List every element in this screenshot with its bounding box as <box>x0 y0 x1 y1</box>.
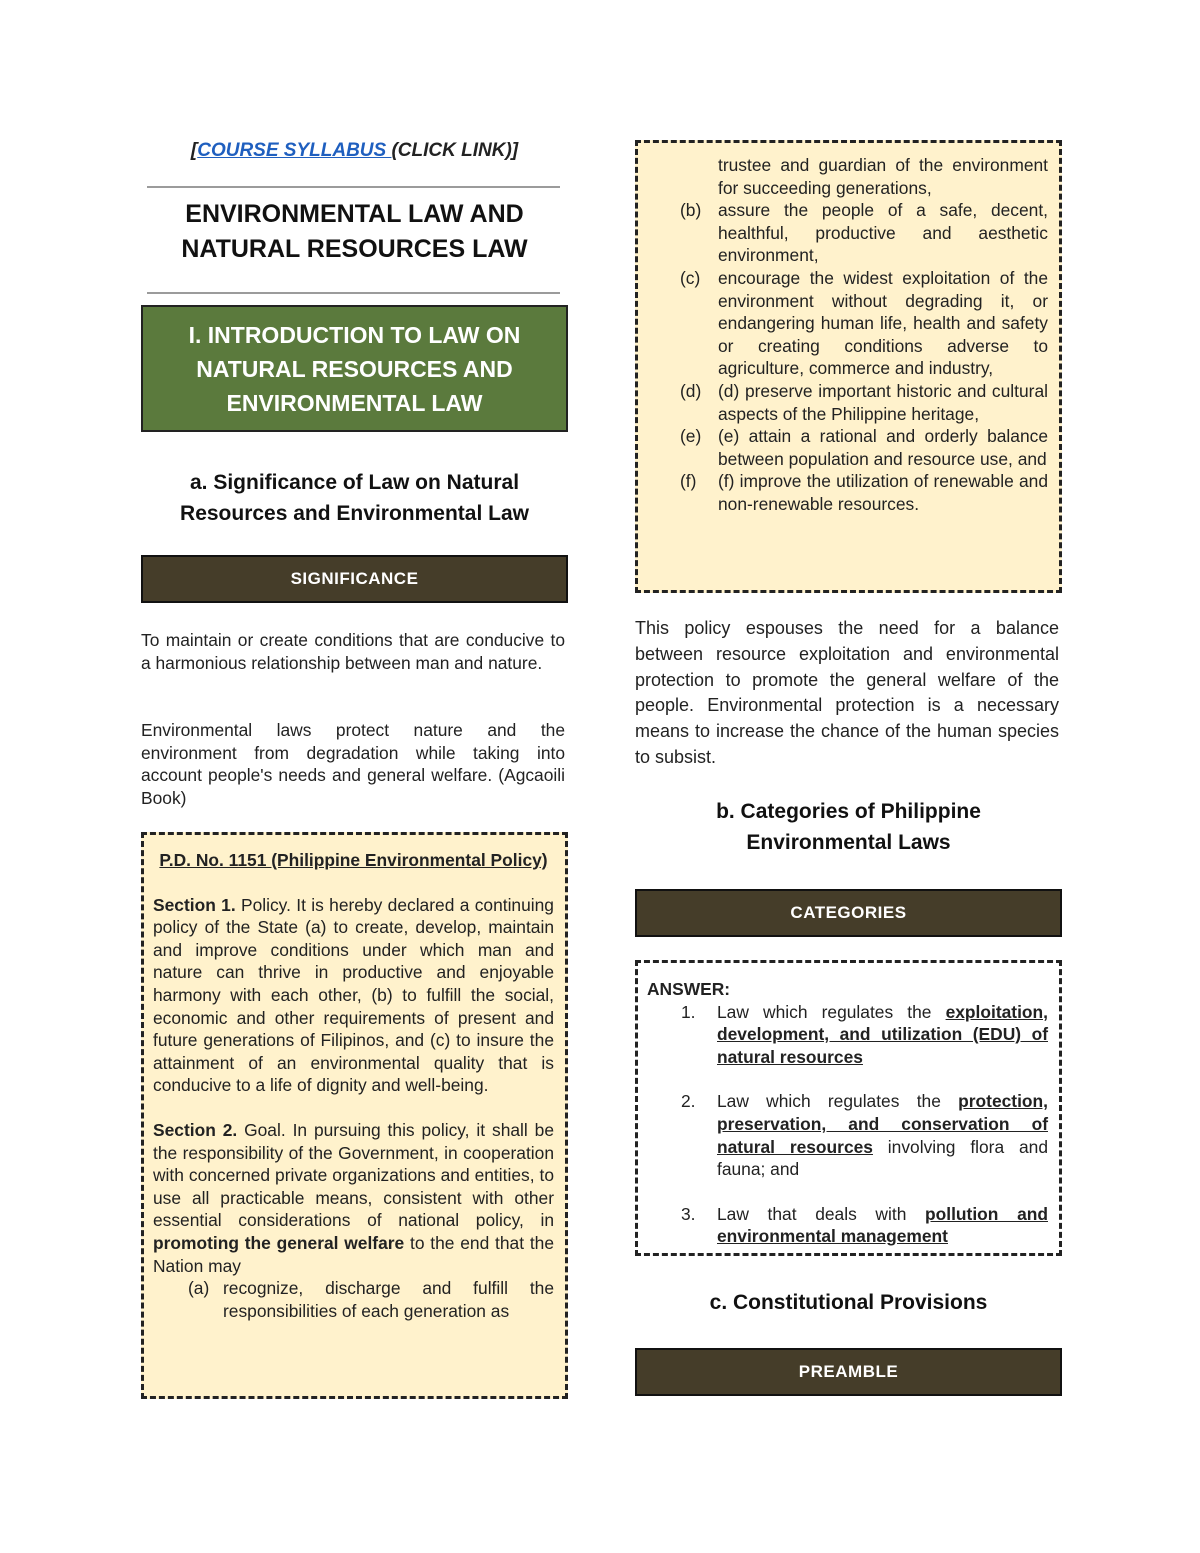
preamble-bar: PREAMBLE <box>635 1348 1062 1396</box>
item-mark: (c) <box>680 267 701 288</box>
divider-bottom <box>147 292 560 294</box>
click-link-text: (CLICK LINK)] <box>391 140 519 161</box>
list-item <box>680 380 1048 425</box>
item-text-pre: Law which regulates the <box>717 1091 959 1112</box>
item-mark: (f) <box>680 471 697 492</box>
section-2-bold: promoting the general welfare <box>153 1232 405 1253</box>
pd-1151-title: P.D. No. 1151 (Philippine Environmental Policy) <box>159 850 548 870</box>
item-text: encourage the widest exploitation of the environment without degrading it, or endangering human life, health and safety or creating conditions adverse to agriculture, commerce and industry, <box>718 267 1048 379</box>
item-text-post: involving flora and fauna; and <box>717 1136 1049 1180</box>
section-b-heading <box>635 796 1062 858</box>
section-a-line-2: Resources and Environmental Law <box>180 502 529 525</box>
answer-list <box>647 1001 1048 1248</box>
significance-paragraph-2: Environmental laws protect nature and the environment from degradation while taking into account people's needs and general welfare. (Agcaoili Book) <box>141 720 565 808</box>
pd-1151-box <box>141 832 568 1399</box>
significance-paragraph-1: To maintain or create conditions that are conducive to a harmonious relationship between man and nature. <box>141 630 565 673</box>
policy-paragraph: This policy espouses the need for a balance between resource exploitation and environmental protection to promote the general welfare of the people. Environmental protection is a necessary means to increase the chance of the human species to subsist. <box>635 618 1059 767</box>
item-text: recognize, discharge and fulfill the responsibilities of each generation as <box>223 1278 554 1321</box>
significance-bar: SIGNIFICANCE <box>141 555 568 603</box>
categories-bar: CATEGORIES <box>635 889 1062 937</box>
item-text-pre: Law which regulates the <box>717 1001 946 1022</box>
section-2-text-1: Goal. In pursuing this policy, it shall be the responsibility of the Government, in cooperation with concerned private organizations and entities, to use all practicable means, consistent with other essential considerations of national policy, in <box>153 1119 554 1231</box>
list-item <box>647 1090 1048 1180</box>
section-1-label: Section 1. <box>153 894 236 915</box>
title-line-1: ENVIRONMENTAL LAW AND <box>185 200 524 228</box>
item-mark: (e) <box>680 426 702 447</box>
section-1-text: Policy. It is hereby declared a continuing policy of the State (a) to create, develop, maintain and improve conditions under which man and nature can thrive in productive and enjoyable harmony with each other, (b) to fulfill the social, economic and other requirements of present and future generations of Filipinos, and (c) to insure the attainment of an environmental quality that is conducive to a life of dignity and well-being. <box>153 894 554 1096</box>
item-text <box>717 1203 1048 1248</box>
course-syllabus-link[interactable]: COURSE SYLLABUS <box>197 140 392 161</box>
item-text: (e) attain a rational and orderly balance between population and resource use, and <box>718 426 1048 469</box>
item-text-bold: exploitation, development, and utilization (EDU) of natural resources <box>717 1001 1048 1067</box>
section-a-line-1: a. Significance of Law on Natural <box>189 471 520 494</box>
item-text-bold: protection, preservation, and conservation of natural resources <box>717 1091 1048 1157</box>
item-number: 3. <box>681 1203 696 1224</box>
item-number: 2. <box>681 1091 696 1112</box>
answer-label: ANSWER: <box>647 979 731 999</box>
item-text <box>717 1090 1048 1180</box>
section-2-label: Section 2. <box>153 1119 238 1140</box>
title-line-2: NATURAL RESOURCES LAW <box>181 235 528 263</box>
section-b-line-1: b. Categories of Philippine <box>716 800 981 823</box>
item-text: assure the people of a safe, decent, healthful, productive and aesthetic environment, <box>718 200 1048 266</box>
list-item <box>647 1203 1048 1248</box>
bracket-open: [ <box>190 140 198 161</box>
item-mark: (d) <box>680 380 702 401</box>
item-text: (d) preserve important historic and cultural aspects of the Philippine heritage, <box>718 380 1048 424</box>
list-item <box>647 1001 1048 1069</box>
list-item <box>680 470 1048 515</box>
list-item <box>680 199 1048 267</box>
section-2-paragraph <box>153 1119 554 1277</box>
intro-line-2: NATURAL RESOURCES AND <box>196 355 513 382</box>
item-text <box>717 1001 1048 1069</box>
intro-line-1: I. INTRODUCTION TO LAW ON <box>188 321 521 348</box>
section-1-paragraph <box>153 894 554 1097</box>
section-c-heading: c. Constitutional Provisions <box>709 1291 988 1314</box>
pd-1151-box-continued <box>635 140 1062 593</box>
list-item <box>680 425 1048 470</box>
intro-heading-box <box>141 305 568 432</box>
continued-text: trustee and guardian of the environment for succeeding generations, <box>718 155 1048 198</box>
course-syllabus-line <box>141 140 568 162</box>
item-number: 1. <box>681 1001 696 1022</box>
section-a-heading <box>141 467 568 529</box>
item-text-bold: pollution and environmental management <box>717 1203 1048 1247</box>
list-item <box>153 1277 554 1322</box>
item-text-pre: Law that deals with <box>717 1203 926 1224</box>
item-mark: (a) <box>188 1278 210 1299</box>
goal-items <box>153 1277 554 1322</box>
section-b-line-2: Environmental Laws <box>746 831 951 854</box>
section-2-text-2: to the end that the Nation may <box>153 1232 554 1276</box>
list-item <box>680 267 1048 380</box>
item-text: (f) improve the utilization of renewable and non-renewable resources. <box>718 471 1048 514</box>
goal-items-continued <box>680 199 1048 515</box>
item-mark: (b) <box>680 200 702 221</box>
answer-box <box>635 960 1062 1256</box>
document-title <box>141 197 568 267</box>
divider-top <box>147 186 560 188</box>
intro-line-3: ENVIRONMENTAL LAW <box>226 389 483 416</box>
